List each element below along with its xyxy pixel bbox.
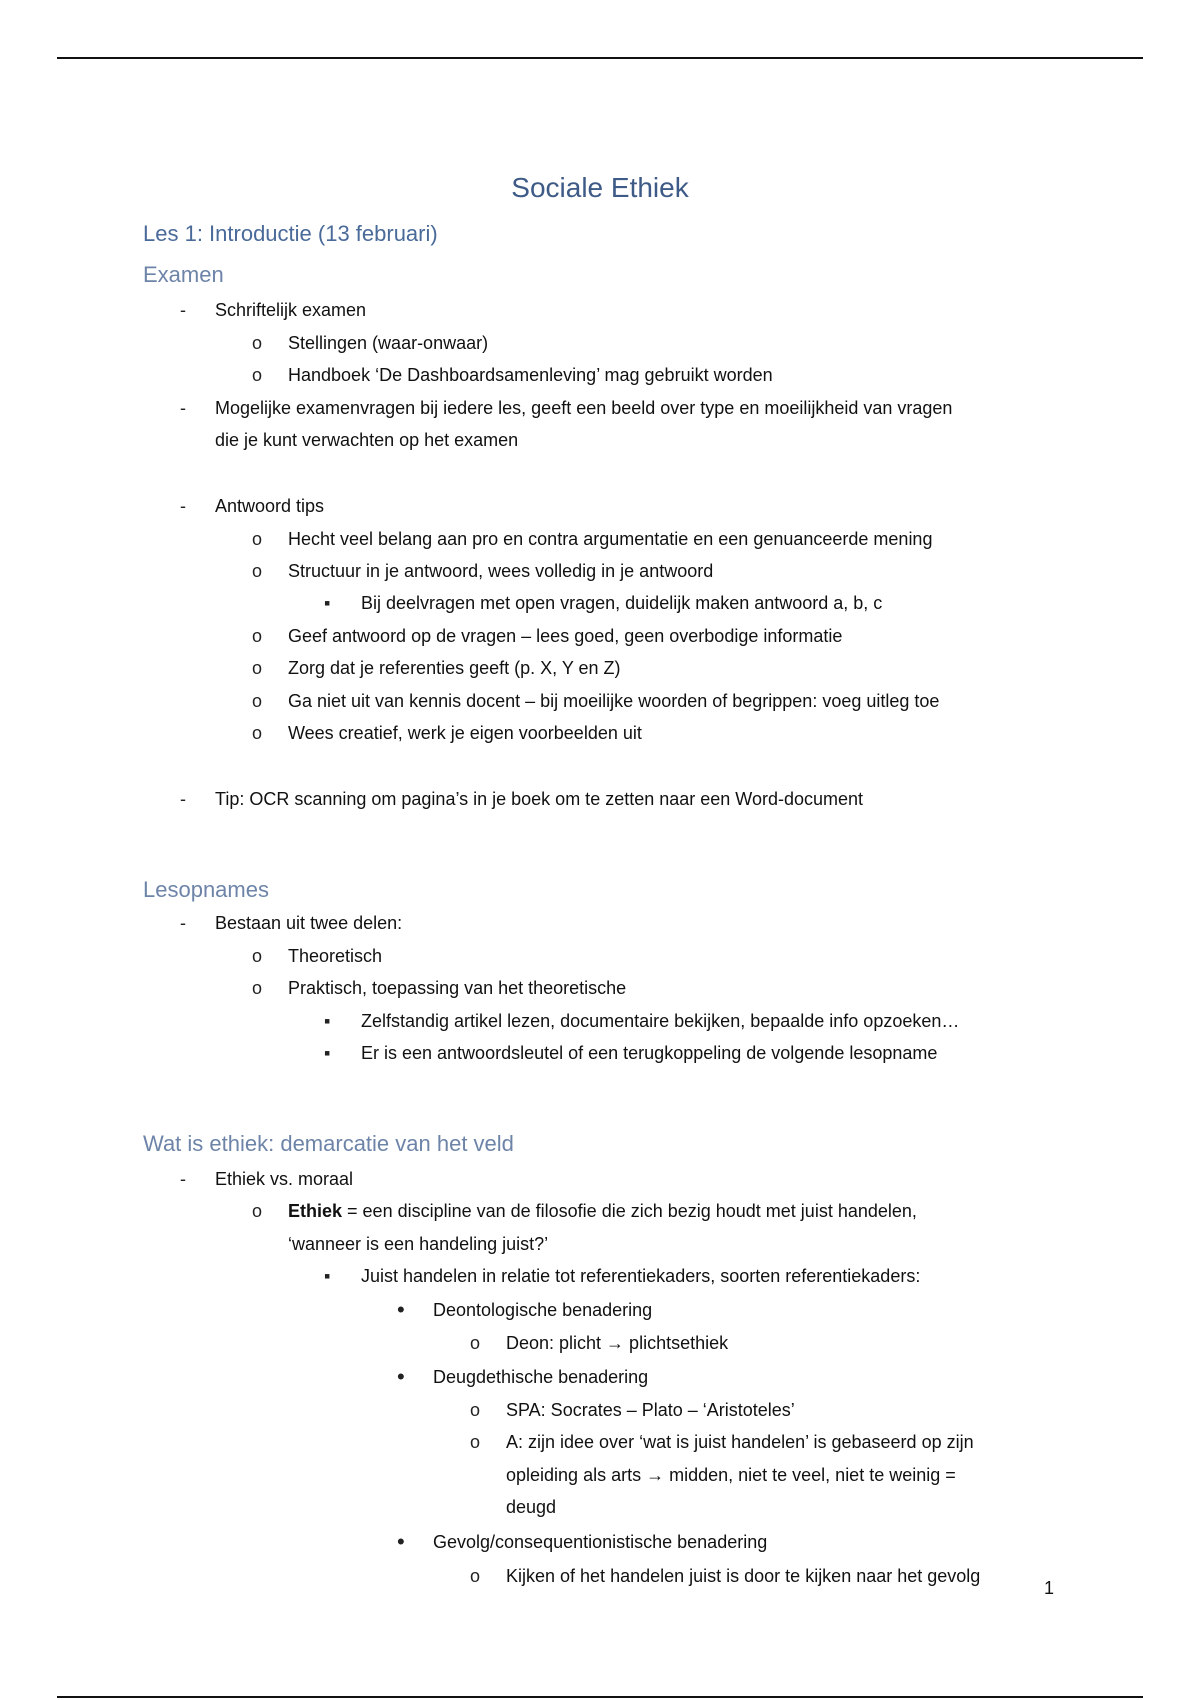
dash-bullet <box>180 1166 186 1192</box>
list-item: Stellingen (waar-onwaar) <box>288 333 489 353</box>
definition-text: = een discipline van de filosofie die zich bezig houdt met juist handelen, <box>342 1201 917 1221</box>
circle-bullet <box>252 558 262 584</box>
list-item: Schriftelijk examen <box>215 300 367 320</box>
document-title: Sociale Ethiek <box>511 172 689 203</box>
list-item: Gevolg/consequentionistische benadering <box>433 1532 768 1552</box>
list-item: Hecht veel belang aan pro en contra argumentatie en een genuanceerde mening <box>288 529 933 549</box>
circle-bullet <box>252 623 262 649</box>
page-number: 1 <box>1044 1578 1055 1598</box>
square-bullet <box>324 1008 330 1034</box>
list-item-continuation: opleiding als arts → midden, niet te veel, niet te weinig = <box>506 1465 956 1485</box>
dash-bullet <box>180 395 186 421</box>
circle-bullet <box>252 720 262 746</box>
list-item: Antwoord tips <box>215 496 325 516</box>
list-item: Zorg dat je referenties geeft (p. X, Y en Z) <box>288 658 621 678</box>
list-item: Wees creatief, werk je eigen voorbeelden uit <box>288 723 642 743</box>
circle-bullet <box>252 1198 262 1224</box>
list-item: Kijken of het handelen juist is door te kijken naar het gevolg <box>506 1566 981 1586</box>
list-item: Ga niet uit van kennis docent – bij moeilijke woorden of begrippen: voeg uitleg toe <box>288 691 940 711</box>
footer-rule <box>57 1696 1143 1698</box>
round-bullet <box>397 1529 405 1556</box>
lesson-heading: Les 1: Introductie (13 februari) <box>143 221 438 246</box>
list-item: Deugdethische benadering <box>433 1367 649 1387</box>
list-item-continuation: die je kunt verwachten op het examen <box>215 430 519 450</box>
list-item: Theoretisch <box>288 946 383 966</box>
dash-bullet <box>180 297 186 323</box>
section-heading-ethiek: Wat is ethiek: demarcatie van het veld <box>143 1131 514 1156</box>
square-bullet <box>324 1040 330 1066</box>
circle-bullet <box>470 1563 480 1589</box>
list-item-ethiek-definition <box>288 1198 917 1224</box>
list-item: Deontologische benadering <box>433 1300 653 1320</box>
term-ethiek: Ethiek <box>288 1201 343 1221</box>
list-item: SPA: Socrates – Plato – ‘Aristoteles’ <box>506 1400 795 1420</box>
list-item: A: zijn idee over ‘wat is juist handelen’ is gebaseerd op zijn <box>506 1432 974 1452</box>
list-item: Geef antwoord op de vragen – lees goed, geen overbodige informatie <box>288 626 843 646</box>
list-item: Deon: plicht → plichtsethiek <box>506 1333 729 1353</box>
dash-bullet <box>180 493 186 519</box>
dash-bullet <box>180 786 186 812</box>
list-item: Handboek ‘De Dashboardsamenleving’ mag gebruikt worden <box>288 365 773 385</box>
square-bullet <box>324 1263 330 1289</box>
circle-bullet <box>252 362 262 388</box>
list-item: Structuur in je antwoord, wees volledig in je antwoord <box>288 561 714 581</box>
circle-bullet <box>252 688 262 714</box>
circle-bullet <box>252 526 262 552</box>
circle-bullet <box>252 330 262 356</box>
list-item: Bij deelvragen met open vragen, duidelijk maken antwoord a, b, c <box>361 593 883 613</box>
circle-bullet <box>252 943 262 969</box>
list-item: Er is een antwoordsleutel of een terugkoppeling de volgende lesopname <box>361 1043 938 1063</box>
section-heading-lesopnames: Lesopnames <box>143 877 269 902</box>
list-item: Juist handelen in relatie tot referentiekaders, soorten referentiekaders: <box>361 1266 921 1286</box>
circle-bullet <box>470 1397 480 1423</box>
circle-bullet <box>470 1330 480 1356</box>
dash-bullet <box>180 910 186 936</box>
header-rule <box>57 57 1143 59</box>
square-bullet <box>324 590 330 616</box>
circle-bullet <box>252 975 262 1001</box>
circle-bullet <box>252 655 262 681</box>
list-item: Tip: OCR scanning om pagina’s in je boek om te zetten naar een Word-document <box>215 789 864 809</box>
list-item-continuation: deugd <box>506 1497 557 1517</box>
list-item: Ethiek vs. moraal <box>215 1169 354 1189</box>
section-heading-examen: Examen <box>143 262 224 287</box>
list-item: Zelfstandig artikel lezen, documentaire bekijken, bepaalde info opzoeken… <box>361 1011 960 1031</box>
circle-bullet <box>470 1429 480 1455</box>
list-item: Praktisch, toepassing van het theoretische <box>288 978 627 998</box>
list-item-continuation: ‘wanneer is een handeling juist?’ <box>288 1234 549 1254</box>
round-bullet <box>397 1364 405 1391</box>
list-item: Mogelijke examenvragen bij iedere les, geeft een beeld over type en moeilijkheid van vragen <box>215 398 953 418</box>
round-bullet <box>397 1297 405 1324</box>
list-item: Bestaan uit twee delen: <box>215 913 403 933</box>
